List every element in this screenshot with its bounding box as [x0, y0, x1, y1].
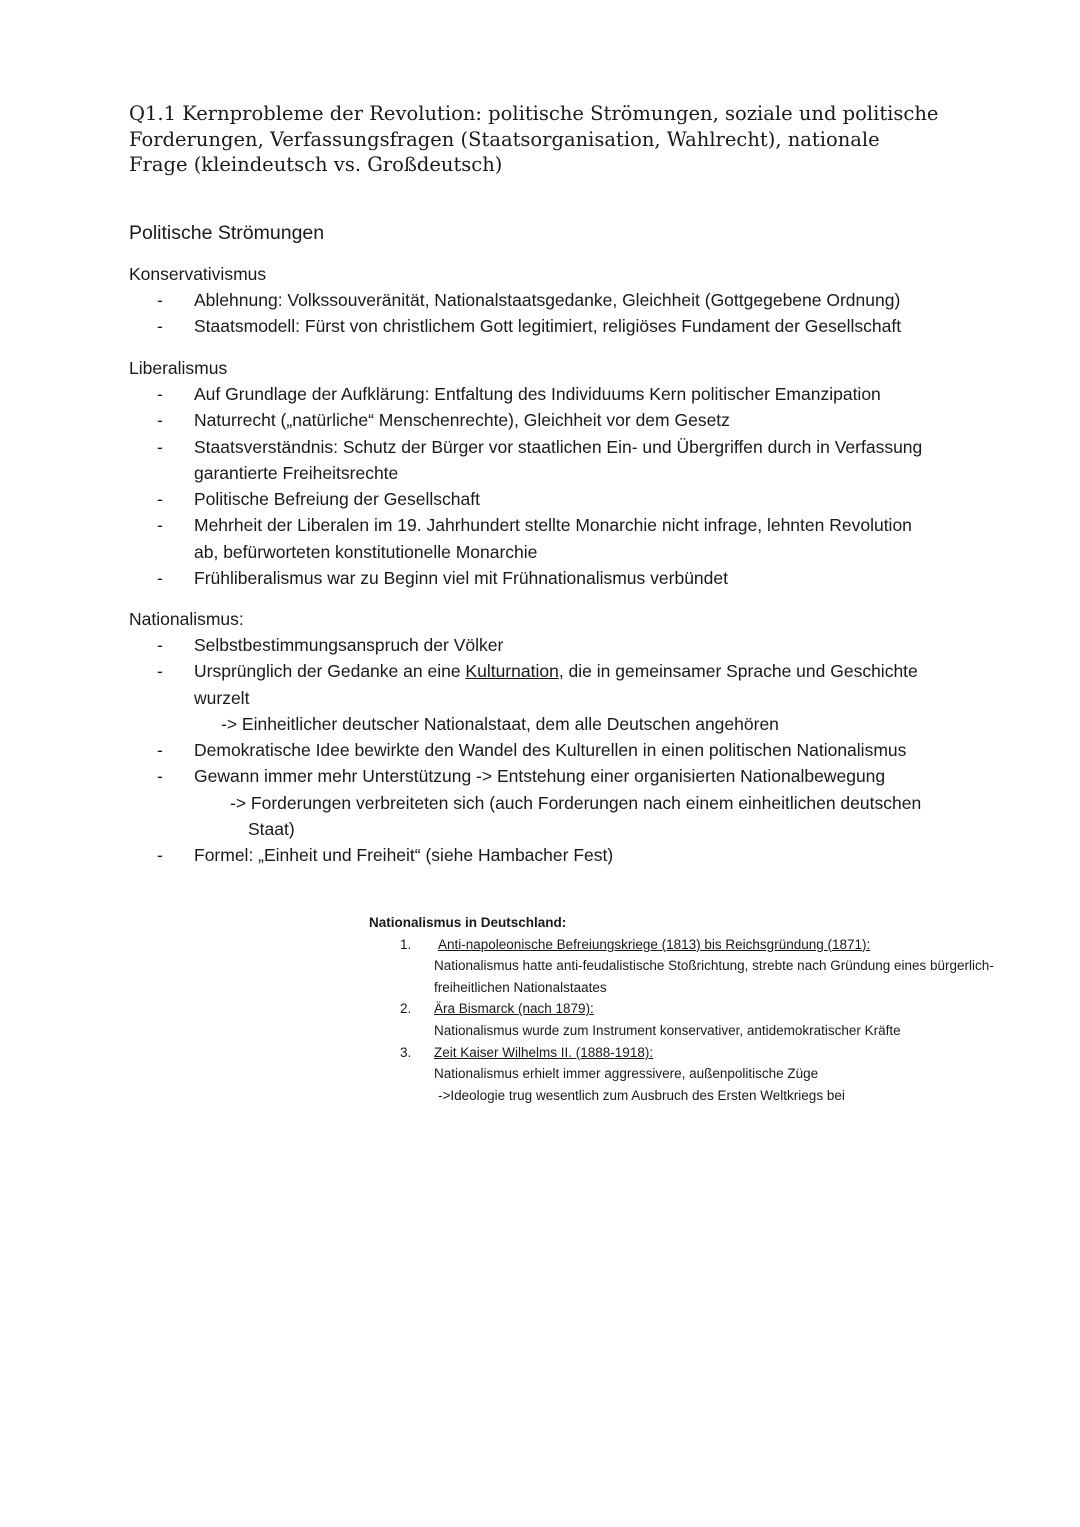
arrow-note: -> Forderungen verbreiteten sich (auch Forderungen nach einem einheitlichen deutschen: [230, 792, 922, 813]
item-number: 2.: [400, 1001, 412, 1017]
list-item: [129, 287, 969, 313]
item-heading: Zeit Kaiser Wilhelms II. (1888-1918):: [434, 1044, 654, 1060]
list-item: [129, 658, 969, 737]
konservativismus-heading: Konservativismus: [129, 264, 267, 284]
list-item: [129, 737, 969, 763]
konservativismus-list: [129, 287, 969, 340]
numbered-item: [369, 1042, 1069, 1107]
item-text: freiheitlichen Nationalstaates: [434, 979, 607, 995]
item-text: Gewann immer mehr Unterstützung -> Entstehung einer organisierten Nationalbewegung: [194, 766, 886, 787]
dash-bullet: -: [157, 568, 163, 589]
item-number: 3.: [400, 1044, 412, 1060]
dash-bullet: -: [157, 290, 163, 310]
list-item: [129, 565, 969, 591]
numbered-item: [369, 934, 1069, 999]
numbered-item: [369, 998, 1069, 1041]
title-line: Q1.1 Kernprobleme der Revolution: politische Strömungen, soziale und politische: [129, 102, 939, 125]
item-text: [194, 658, 969, 684]
list-item: [129, 763, 969, 842]
item-text: garantierte Freiheitsrechte: [194, 462, 399, 483]
item-text: Selbstbestimmungsanspruch der Völker: [194, 635, 504, 655]
kulturnation-term: Kulturnation: [465, 661, 559, 682]
item-text: Naturrecht („natürliche“ Menschenrechte), Gleichheit vor dem Gesetz: [194, 410, 730, 431]
box-title: Nationalismus in Deutschland:: [369, 915, 567, 930]
liberalismus-heading: Liberalismus: [129, 358, 228, 378]
nationalismus-heading: Nationalismus:: [129, 609, 244, 629]
item-text: Nationalismus hatte anti-feudalistische Stoßrichtung, strebte nach Gründung eines bürgerlich-: [434, 958, 994, 974]
title-line: Forderungen, Verfassungsfragen (Staatsorganisation, Wahlrecht), nationale: [129, 127, 880, 151]
item-text: ab, befürworteten konstitutionelle Monarchie: [194, 541, 538, 562]
item-text: Staatsverständnis: Schutz der Bürger vor staatlichen Ein- und Übergriffen durch in Verfassung: [194, 436, 923, 457]
dash-bullet: -: [157, 661, 163, 682]
item-text: Frühliberalismus war zu Beginn viel mit Frühnationalismus verbündet: [194, 568, 728, 589]
arrow-note: -> Einheitlicher deutscher Nationalstaat, dem alle Deutschen angehören: [221, 713, 779, 734]
section-heading: Politische Strömungen: [129, 222, 325, 244]
dash-bullet: -: [157, 515, 163, 536]
list-item: [129, 381, 969, 407]
dash-bullet: -: [157, 489, 163, 510]
item-text: Auf Grundlage der Aufklärung: Entfaltung des Individuums Kern politischer Emanzipation: [194, 384, 881, 404]
item-text: Nationalismus wurde zum Instrument konservativer, antidemokratischer Kräfte: [434, 1022, 901, 1038]
item-text: Staatsmodell: Fürst von christlichem Gott legitimiert, religiöses Fundament der Gesellschaft: [194, 316, 902, 337]
page-title: [129, 101, 989, 178]
title-line: Frage (kleindeutsch vs. Großdeutsch): [129, 153, 503, 176]
list-item: [129, 434, 969, 487]
item-text-part: Ursprünglich der Gedanke an eine: [194, 661, 466, 682]
item-text: Demokratische Idee bewirkte den Wandel des Kulturellen in einen politischen Nationalismus: [194, 740, 907, 761]
list-item: [129, 486, 969, 512]
item-text: Ablehnung: Volkssouveränität, Nationalstaatsgedanke, Gleichheit (Gottgegebene Ordnung): [194, 290, 901, 310]
item-heading: Ära Bismarck (nach 1879):: [434, 1001, 594, 1017]
nationalismus-list: [129, 632, 969, 869]
item-number: 1.: [400, 936, 412, 952]
item-text: Nationalismus erhielt immer aggressivere, außenpolitische Züge: [434, 1066, 819, 1082]
list-item: [129, 407, 969, 433]
liberalismus-list: [129, 381, 969, 591]
list-item: [129, 313, 969, 339]
dash-bullet: -: [157, 384, 163, 404]
list-item: [129, 632, 969, 658]
item-text: Politische Befreiung der Gesellschaft: [194, 489, 480, 510]
dash-bullet: -: [157, 740, 163, 761]
dash-bullet: -: [157, 635, 163, 655]
dash-bullet: -: [157, 410, 163, 431]
item-text: Formel: „Einheit und Freiheit“ (siehe Hambacher Fest): [194, 845, 614, 866]
item-heading: Anti-napoleonische Befreiungskriege (1813) bis Reichsgründung (1871):: [438, 936, 871, 952]
dash-bullet: -: [157, 316, 163, 337]
item-text: ->Ideologie trug wesentlich zum Ausbruch des Ersten Weltkriegs bei: [438, 1087, 845, 1103]
item-text: Mehrheit der Liberalen im 19. Jahrhundert stellte Monarchie nicht infrage, lehnten Revolution: [194, 515, 912, 536]
item-text: wurzelt: [194, 687, 250, 708]
dash-bullet: -: [157, 436, 163, 457]
dash-bullet: -: [157, 766, 163, 787]
item-text-part: , die in gemeinsamer Sprache und Geschichte: [558, 661, 918, 682]
list-item: [129, 842, 969, 868]
arrow-note: Staat): [248, 819, 295, 840]
dash-bullet: -: [157, 845, 163, 866]
nationalismus-deutschland: [369, 912, 1069, 1106]
list-item: [129, 512, 969, 565]
